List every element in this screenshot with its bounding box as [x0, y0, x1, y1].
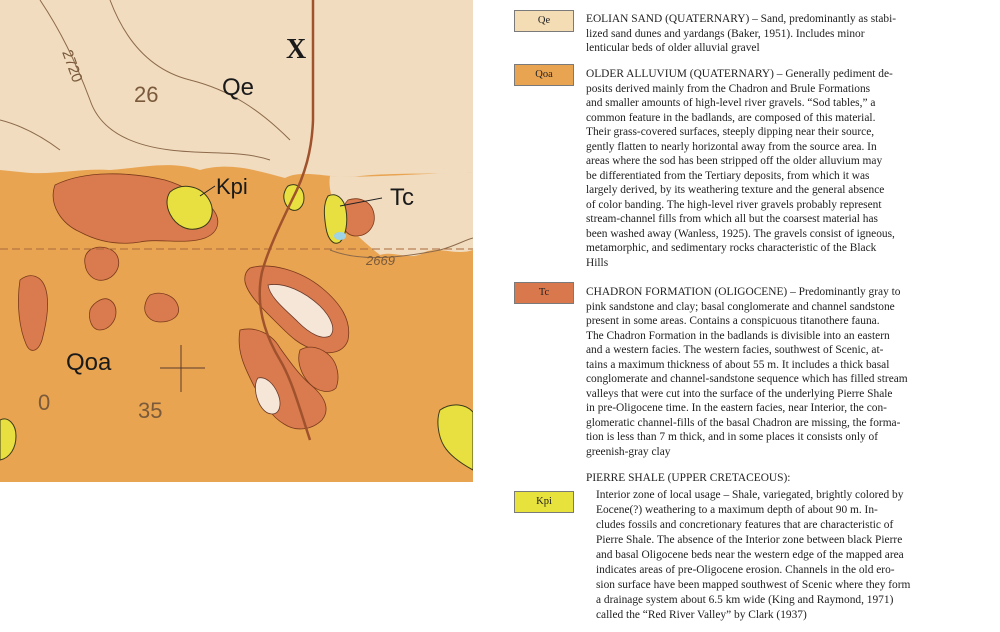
legend-entry-kpi — [514, 471, 994, 631]
legend-text-qoa: OLDER ALLUVIUM (QUATERNARY) – Generally pediment de- posits derived mainly from the Chadron and Brule Formations and smaller amounts of high-level river gravels. “Sod tables,” a common feature in the badlands, are composed of this material. Their grass-covered surfaces, steeply dipping near their source, gently flatten to nearly horizontal away from the source area. In areas where the sod has been stripped off the older alluvium may be differentiated from the Tertiary deposits, from which it was largely derived, by its weathering texture and the general absence of color banding. The high-level river gravels probably represent stream-channel fills from which all but the coarsest material has been washed away (Wanless, 1925). The gravels consist of igneous, metamorphic, and sedimentary rocks characteristic of the Black Hills — [586, 68, 895, 269]
spot-elevation-2669: 2669 — [366, 253, 395, 268]
geologic-map — [0, 0, 473, 482]
map-legend — [514, 8, 994, 631]
section-number-0: 0 — [38, 390, 51, 415]
map-label-kpi: Kpi — [216, 174, 248, 199]
map-label-tc: Tc — [390, 184, 414, 211]
legend-entry-qoa — [514, 64, 994, 282]
section-number-35: 35 — [138, 398, 163, 423]
legend-text-qe: EOLIAN SAND (QUATERNARY) – Sand, predominantly as stabi- lized sand dunes and yardangs (Baker, 1951). Includes minor lenticular beds of older alluvial gravel — [586, 13, 897, 54]
legend-swatch-qoa: Qoa — [514, 64, 574, 86]
water-spot — [334, 232, 346, 240]
location-marker-x: X — [286, 34, 307, 65]
map-label-qe: Qe — [222, 74, 255, 101]
legend-swatch-tc: Tc — [514, 282, 574, 304]
section-number-26: 26 — [134, 82, 159, 107]
legend-swatch-kpi: Kpi — [514, 491, 574, 513]
legend-text-tc: CHADRON FORMATION (OLIGOCENE) – Predominantly gray to pink sandstone and clay; basal conglomerate and channel sandstone present in some areas. Contains a conspicuous titanothere fauna. The Chadron Formation in the badlands is divisible into an eastern and a western facies. The western facies, southwest of Scenic, at- tains a maximum thickness of about 55 m. It includes a thick basal conglomerate and channel-sandstone sequence which has filled stream valleys that were cut into the surface of the underlying Pierre Shale in pre-Oligocene time. In the eastern facies, near Interior, the con- glomeratic channel-fills of the basal Chadron are missing, the forma- tion is less than 7 m thick, and in some places it consists only of greenish-gray clay — [586, 286, 908, 458]
legend-entry-tc — [514, 282, 994, 471]
legend-swatch-qe: Qe — [514, 10, 574, 32]
legend-entry-qe — [514, 8, 994, 64]
tc-area — [85, 247, 119, 280]
legend-text-kpi: Interior zone of local usage – Shale, variegated, brightly colored by Eocene(?) weathering to a maximum depth of about 90 m. In- cludes fossils and concretionary features that are characteristic of Pierre Shale. The absence of the Interior zone between black Pierre and basal Oligocene beds near the western edge of the mapped area indicates areas of pre-Oligocene erosion. Channels in the old ero- sion surface have been mapped southwest of Scenic where they form a drainage system about 6.5 km wide (King and Raymond, 1971) called the “Red River Valley” by Clark (1937) — [596, 489, 911, 621]
legend-heading-pierre-shale: PIERRE SHALE (UPPER CRETACEOUS): — [586, 472, 791, 484]
map-label-qoa: Qoa — [66, 349, 112, 376]
contour-label-2720: 2720 — [58, 47, 86, 85]
